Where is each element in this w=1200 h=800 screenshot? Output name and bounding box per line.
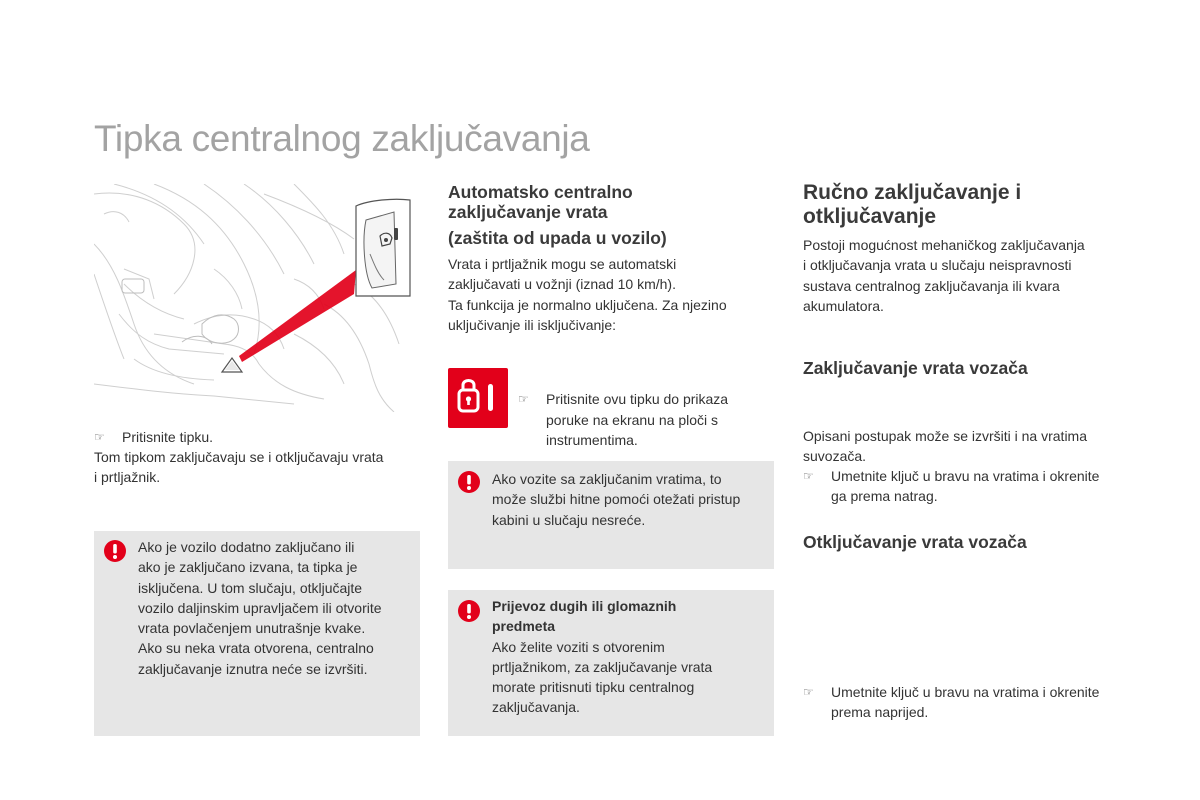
auto-lock-body: Vrata i prtljažnik mogu se automatski zaključavati u vožnji (iznad 10 km/h). Ta funkcija je normalno uključena. Za njezino uključivanje ili isključivanje: [448,256,727,333]
press-button-step [94,427,452,447]
auto-lock-subheading: (zaštita od upada u vozilo) [448,228,667,248]
step-text: Umetnite ključ u bravu na vratima i okrenite ga prema natrag. [831,468,1100,505]
pointing-hand-icon: ☞ [94,430,105,444]
pointing-hand-icon: ☞ [803,684,814,699]
press-lock-button-step [518,389,806,450]
warning-icon [104,540,126,562]
pointing-hand-icon: ☞ [803,469,814,484]
page-title: Tipka centralnog zaključavanja [94,118,590,159]
warning-note-cargo [448,590,774,736]
note-text: Ako je vozilo dodatno zaključano ili ako je zaključano izvana, ta tipka je isključena. U tom slučaju, otključajte vozilo daljinskim upravljačem ili otvorite vrata povlačenjem unutrašnje kvake. Ako su neka vrata otvorena, centralno zaključavanje iznutra neće se izvršiti. [138,539,382,677]
lock-symbol [448,368,508,428]
warning-note-locked [94,531,420,736]
driver-lock-step [803,466,1181,507]
warning-note-emergency [448,461,774,569]
driver-lock-heading: Zaključavanje vrata vozača [803,358,1028,378]
note-title: Prijevoz dugih ili glomaznih [492,598,677,614]
manual-lock-heading: Ručno zaključavanje i otključavanje [803,181,1022,228]
warning-icon [458,600,480,622]
center-console-drawing [94,184,412,412]
manual-lock-body: Postoji mogućnost mehaničkog zaključavanja i otključavanja vrata u slučaju neispravnosti sustava centralnog zaključavanja ili kvara akumulatora. [803,237,1085,314]
desc-line: Tom tipkom zaključavaju se i otključavaju vrata [94,449,384,465]
note-text: Prijevoz dugih ili glomaznih predmeta Ako želite voziti s otvorenim prtljažnikom, za zaključavanje vrata morate pritisnuti tipku centralnog zaključavanja. [492,598,713,716]
note-title: predmeta [492,618,556,635]
central-lock-button-icon [448,368,508,428]
button-description [94,447,424,488]
pointing-hand-icon: ☞ [518,392,529,407]
auto-lock-heading: Automatsko centralno zaključavanje vrata [448,182,633,222]
driver-lock-body: Opisani postupak može se izvršiti i na vratima suvozača. [803,428,1087,465]
note-text: Ako vozite sa zaključanim vratima, to može službi hitne pomoći otežati pristup kabini u slučaju nesreće. [492,471,741,528]
console-illustration [94,184,412,412]
desc-line: i prtljažnik. [94,469,161,486]
step-text: Pritisnite tipku. [122,429,214,445]
driver-unlock-step [803,682,1181,723]
step-text: Pritisnite ovu tipku do prikaza poruke na ekranu na ploči s instrumentima. [546,391,729,448]
driver-unlock-heading: Otključavanje vrata vozača [803,532,1027,552]
step-text: Umetnite ključ u bravu na vratima i okrenite prema naprijed. [831,683,1100,721]
warning-icon [458,471,480,493]
